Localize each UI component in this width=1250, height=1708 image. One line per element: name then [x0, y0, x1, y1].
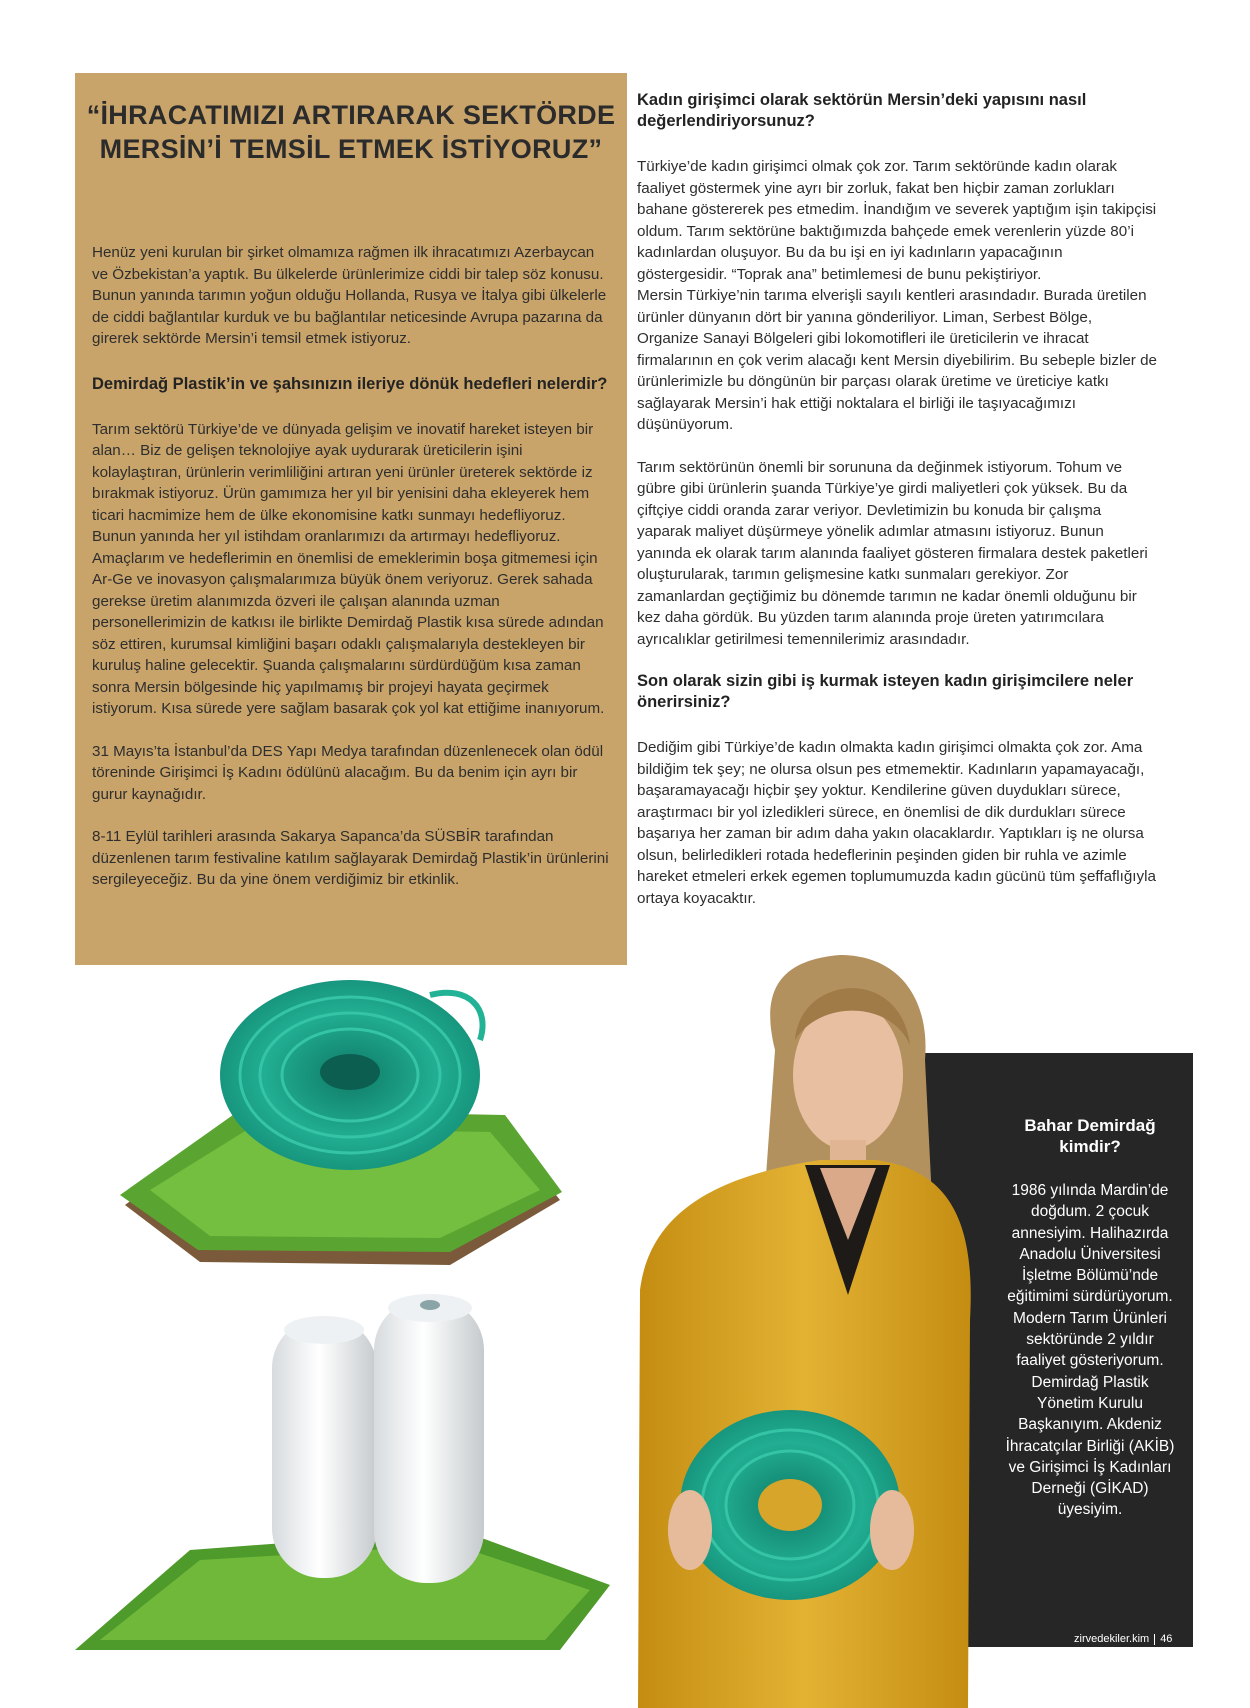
right-paragraph-2: Mersin Türkiye’nin tarıma elverişli sayılı kentleri arasındadır. Burada üretilen ürünler dünyanın dört bir yanına gönderiliyor. Liman, Serbest Bölge, Organize Sanayi Bölgeleri gibi lokomotifleri ile üreticilerin ve ihracat firmalarının en çok verim alacağı kent Mersin diyebilirim. Bu sebeple bizler de ürünlerimizle bu döngünün bir parçası olarak üretime ve üreticiye katkı sağlayarak Mersin’i hak ettiği noktalara el birliği ile taşıyacağımızı düşünüyorum. — [637, 287, 1157, 433]
right-paragraph-4: Dediğim gibi Türkiye’de kadın olmakta kadın girişimci olmakta çok zor. Ama bildiğim tek şey; ne olursa olsun pes etmemektir. Kadınların yapamayacağı, başaramayacağı hiçbir şey yoktur. Kendilerine güven duydukları sürece, araştırmacı bir yol izledikleri sürece, en önemlisi de dik durdukları sürece başarıya her zaman bir adım daha yakın olacaklardır. Yaptıkları iş ne olursa olsun, belirledikleri rotada hedeflerinin peşinden giden bir ruhla ve azimle hareket etmeleri erkek egemen toplumumuzda kadın gücünü tüm şeffaflığıyla ortaya koyacaktır. — [637, 739, 1156, 907]
quote-title: “İHRACATIMIZI ARTIRARAK SEKTÖRDE MERSİN’İ TEMSİL ETMEK İSTİYORUZ” — [86, 100, 616, 164]
footer-separator — [1154, 1634, 1155, 1645]
sidebar-title: Bahar Demirdağ kimdir? — [1024, 1116, 1156, 1156]
left-paragraph-4: 8-11 Eylül tarihleri arasında Sakarya Sapanca’da SÜSBİR tarafından düzenlenen tarım festivaline katılım sağlayarak Demirdağ Plastik’in ürünlerini sergileyeceğiz. Bu da yine önem verdiğimiz bir etkinlik. — [92, 828, 609, 888]
right-paragraph-1: Türkiye’de kadın girişimci olmak çok zor. Tarım sektöründe kadın olarak faaliyet göstermek yine ayrı bir zorluk, fakat ben hiçbir zaman zorlukları bahane göstererek pes etmedim. İnandığım ve severek yaptığım işin takipçisi oldum. Tarım sektörüne baktığımızda bahçede emek verenlerin yüzde 80’i kadınlardan oluşuyor. Bu da bu işi en iyi kadınların yapacağının göstergesidir. “Toprak ana” betimlemesi de bunu pekiştiriyor. — [637, 158, 1157, 283]
question-mersin-sector: Kadın girişimci olarak sektörün Mersin’deki yapısını nasıl değerlendiriyorsunuz? — [637, 91, 1087, 130]
left-paragraph-1: Henüz yeni kurulan bir şirket olmamıza rağmen ilk ihracatımızı Azerbaycan ve Özbekistan’a yaptık. Bu ülkelerde ürünlerimize ciddi bir talep söz konusu. Bunun yanında tarımın yoğun olduğu Hollanda, Rusya ve İtalya gibi ülkelerle de ciddi bağlantılar kurduk ve bu bağlantılar neticesinde Avrupa pazarına da girerek sektörde Mersin’i temsil etmek istiyoruz. — [92, 244, 607, 347]
question-goals: Demirdağ Plastik’in ve şahsınızın ileriye dönük hedefleri nelerdir? — [92, 374, 608, 393]
cable-coil-on-grass-image — [120, 980, 562, 1265]
white-film-rolls-image — [75, 1294, 610, 1650]
page-footer — [1074, 1633, 1172, 1645]
right-paragraph-3: Tarım sektörünün önemli bir sorununa da değinmek istiyorum. Tohum ve gübre gibi ürünlerin şuanda Türkiye’ye girdi maliyetleri çok yüksek. Bu da çiftçiye ciddi oranda zarar veriyor. Devletimizin bu konuda bir çalışma yaparak maliyet düşürmeye yönelik adımlar atmasını istiyoruz. Bunun yanında ek olarak tarım alanında faaliyet gösteren firmalara destek paketleri oluşturularak, tarımın gelişmesine katkı sunmaları gerekiyor. Zor zamanlardan geçtiğimiz bu dönemde tarımın ne kadar önemli olduğunu bir kez daha gördük. Bu yüzden tarım alanında proje üreten yatırımcılara ayrıcalıklar getirilmesi temennilerimiz arasındadır. — [637, 458, 1148, 648]
question-advice: Son olarak sizin gibi iş kurmak isteyen kadın girişimcilere neler önerirsiniz? — [637, 672, 1134, 711]
left-paragraph-3: 31 Mayıs’ta İstanbul’da DES Yapı Medya tarafından düzenlenecek olan ödül töreninde Girişimci İş Kadını ödülünü alacağım. Bu da benim için ayrı bir gurur kaynağıdır. — [92, 742, 604, 803]
left-paragraph-2: Tarım sektörü Türkiye’de ve dünyada gelişim ve inovatif hareket isteyen bir alan… Biz de gelişen teknolojiye ayak uydurarak üreticilerin işini kolaylaştıran, ürünlerin verimliliğini artıran yeni ürünler üreterek sektörde iz bırakmak istiyoruz. Ürün gamımıza her yıl bir yenisini daha ekleyerek hem ticari hacmimize hem de ülke ekonomisine katkı sunmayı hedefliyoruz. Bunun yanında her yıl istihdam oranlarımızı da artırmayı hedefliyoruz. Amaçlarım ve hedeflerimin en önemlisi de emeklerimin boşa gitmemesi için Ar-Ge ve inovasyon çalışmalarımıza büyük önem veriyoruz. Gerek sahada gerekse üretim alanımızda özveri ile çalışan alanında uzman personellerimizin de katkısı ile birlikte Demirdağ Plastik kısa sürede adından söz ettiren, kurumsal kimliğini başarı odaklı çalışmalarıyla destekleyen bir kuruluş haline gelecektir. Şuanda çalışmalarını sürdürdüğüm kısa zaman sonra Mersin bölgesinde hiç yapılmamış bir projeyi hayata geçirmek istiyorum. Kısa sürede yere sağlam basarak çok yol kat ettiğime inanıyorum. — [92, 420, 605, 717]
sidebar-bio-text: 1986 yılında Mardin’de doğdum. 2 çocuk annesiyim. Halihazırda Anadolu Üniversitesi İşletme Bölümü’nde eğitimimi sürdürüyorum. Modern Tarım Ürünleri sektöründe 2 yıldır faaliyet gösteriyorum. Demirdağ Plastik Yönetim Kurulu Başkanıyım. Akdeniz İhracatçılar Birliği (AKİB) ve Girişimci İş Kadınları Derneği (GİKAD) üyesiyim. — [1005, 1182, 1175, 1519]
footer-site: zirvedekiler.kim — [1074, 1633, 1150, 1645]
page-number: 46 — [1160, 1633, 1173, 1645]
bahar-demirdag-portrait-image — [638, 955, 971, 1708]
